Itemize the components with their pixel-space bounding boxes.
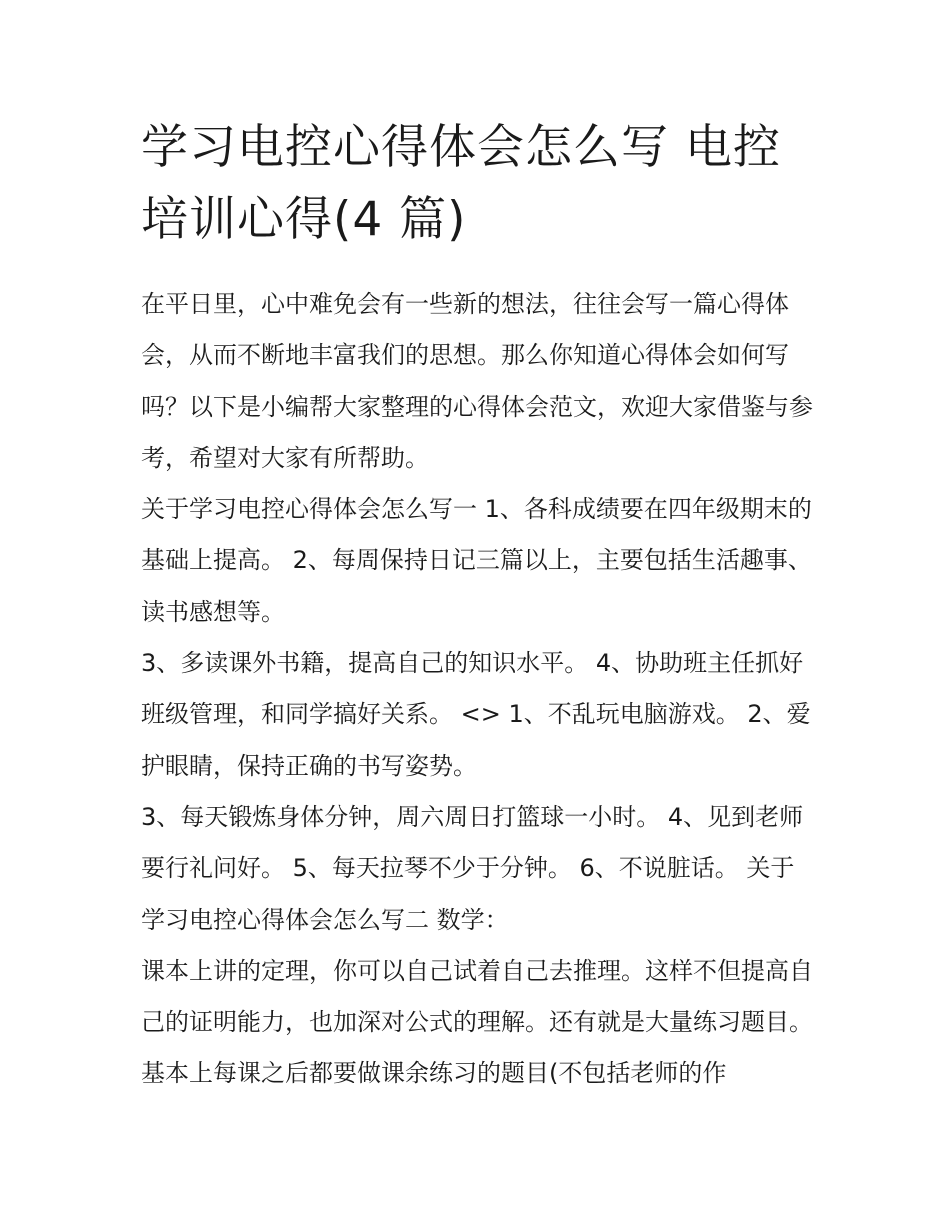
paragraph-math: 课本上讲的定理，你可以自己试着自己去推理。这样不但提高自己的证明能力，也加深对公式的理解。还有就是大量练习题目。基本上每课之后都要做课余练习的题目(不包括老师的作	[141, 956, 813, 1088]
paragraph-goals-list: 3、多读课外书籍，提高自己的知识水平。 4、协助班主任抓好班级管理，和同学搞好关系。 <> 1、不乱玩电脑游戏。 2、爱护眼睛，保持正确的书写姿势。	[141, 649, 811, 780]
document-title: 学习电控心得体会怎么写 电控培训心得(4 篇)	[141, 120, 781, 247]
paragraph-habits-list: 3、每天锻炼身体分钟，周六周日打篮球一小时。 4、见到老师要行礼问好。 5、每天拉琴不少于分钟。 6、不说脏话。 关于学习电控心得体会怎么写二 数学：	[141, 802, 804, 934]
document-body	[141, 112, 813, 1100]
paragraph-intro: 在平日里，心中难免会有一些新的想法，往往会写一篇心得体会，从而不断地丰富我们的思想。那么你知道心得体会如何写吗？以下是小编帮大家整理的心得体会范文，欢迎大家借鉴与参考，希望对大家有所帮助。	[141, 290, 813, 472]
paragraph-part-one: 关于学习电控心得体会怎么写一 1、各科成绩要在四年级期末的基础上提高。 2、每周保持日记三篇以上，主要包括生活趣事、读书感想等。	[141, 495, 812, 626]
title-spacer	[141, 256, 813, 279]
